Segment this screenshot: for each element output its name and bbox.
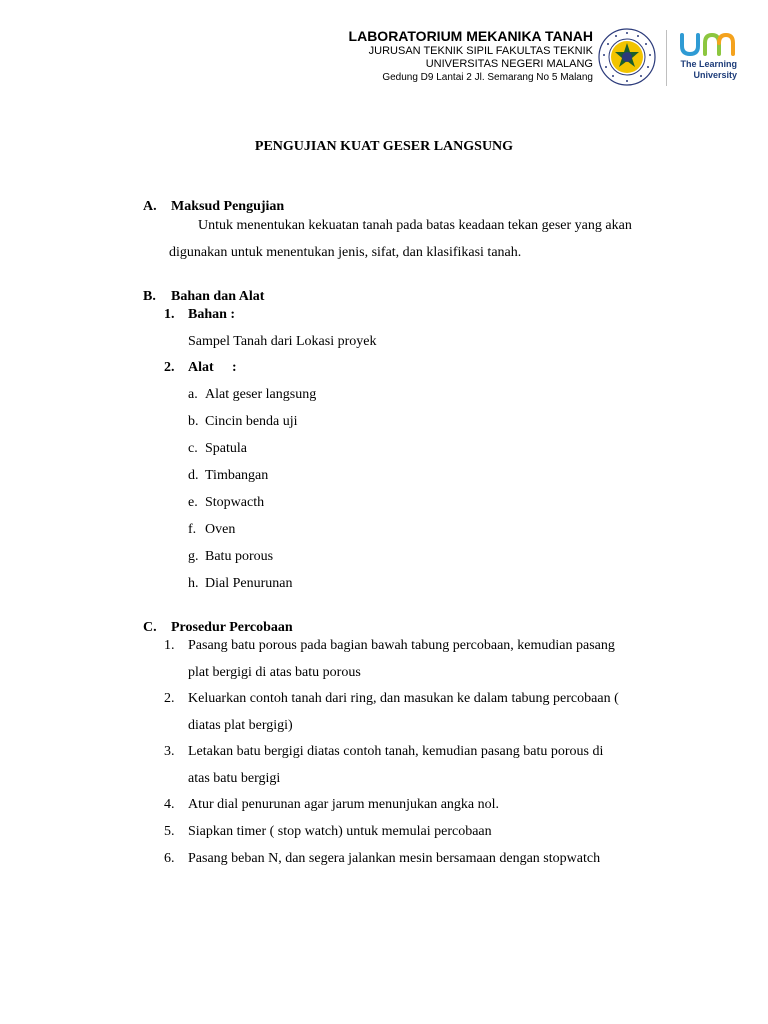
alat-item-marker: c. — [188, 441, 198, 456]
alat-item: Spatula — [205, 441, 247, 456]
university-seal-logo — [598, 28, 656, 86]
step-text: Letakan batu bergigi diatas contoh tanah, kemudian pasang batu porous di — [188, 744, 604, 759]
document-title: PENGUJIAN KUAT GESER LANGSUNG — [254, 139, 514, 154]
step-text: Keluarkan contoh tanah dari ring, dan masukan ke dalam tabung percobaan ( — [188, 691, 619, 706]
step-text: Pasang beban N, dan segera jalankan mesin bersamaan dengan stopwatch — [188, 851, 601, 866]
step-number: 3. — [164, 744, 175, 759]
section-c-heading: Prosedur Percobaan — [171, 620, 293, 635]
step-text: Atur dial penurunan agar jarum menunjukan angka nol. — [188, 797, 500, 812]
section-a-heading: Maksud Pengujian — [171, 199, 285, 214]
alat-item-marker: a. — [188, 387, 198, 402]
alat-item-marker: d. — [188, 468, 199, 483]
alat-item: Oven — [205, 522, 236, 537]
alat-item: Timbangan — [205, 468, 269, 483]
alat-label: Alat — [188, 360, 214, 375]
alat-number: 2. — [164, 360, 175, 375]
um-logo-tagline: The Learning University — [680, 59, 737, 80]
alat-item: Alat geser langsung — [205, 387, 317, 402]
bahan-label: Bahan : — [188, 307, 236, 322]
alat-item-marker: f. — [188, 522, 197, 537]
section-a-line-2: digunakan untuk menentukan jenis, sifat, dan klasifikasi tanah. — [169, 245, 522, 260]
step-text: Pasang batu porous pada bagian bawah tabung percobaan, kemudian pasang — [188, 638, 615, 653]
alat-item: Cincin benda uji — [205, 414, 298, 429]
section-b-letter: B. — [143, 289, 156, 304]
step-text: Siapkan timer ( stop watch) untuk memulai percobaan — [188, 824, 492, 839]
university-line: UNIVERSITAS NEGERI MALANG — [425, 58, 593, 70]
step-text-continued: plat bergigi di atas batu porous — [188, 665, 361, 680]
section-c-letter: C. — [143, 620, 157, 635]
alat-item: Batu porous — [205, 549, 274, 564]
section-b-heading: Bahan dan Alat — [171, 289, 265, 304]
step-number: 6. — [164, 851, 175, 866]
alat-item-marker: e. — [188, 495, 198, 510]
bahan-number: 1. — [164, 307, 175, 322]
section-a-letter: A. — [143, 199, 157, 214]
header-divider — [666, 30, 667, 86]
department-line: JURUSAN TEKNIK SIPIL FAKULTAS TEKNIK — [368, 45, 593, 57]
alat-item-marker: b. — [188, 414, 199, 429]
step-number: 1. — [164, 638, 175, 653]
step-text-continued: diatas plat bergigi) — [188, 718, 293, 733]
step-text-continued: atas batu bergigi — [188, 771, 281, 786]
bahan-value: Sampel Tanah dari Lokasi proyek — [188, 334, 377, 349]
lab-name: LABORATORIUM MEKANIKA TANAH — [348, 28, 593, 44]
section-a-line-1: Untuk menentukan kekuatan tanah pada batas keadaan tekan geser yang akan — [198, 218, 632, 233]
alat-item-marker: h. — [188, 576, 199, 591]
step-number: 5. — [164, 824, 175, 839]
step-number: 2. — [164, 691, 175, 706]
alat-item: Dial Penurunan — [205, 576, 293, 591]
alat-colon: : — [232, 360, 237, 375]
step-number: 4. — [164, 797, 175, 812]
alat-item-marker: g. — [188, 549, 199, 564]
letterhead — [349, 27, 593, 84]
address-line: Gedung D9 Lantai 2 Jl. Semarang No 5 Malang — [382, 72, 593, 83]
alat-item: Stopwacth — [205, 495, 265, 510]
